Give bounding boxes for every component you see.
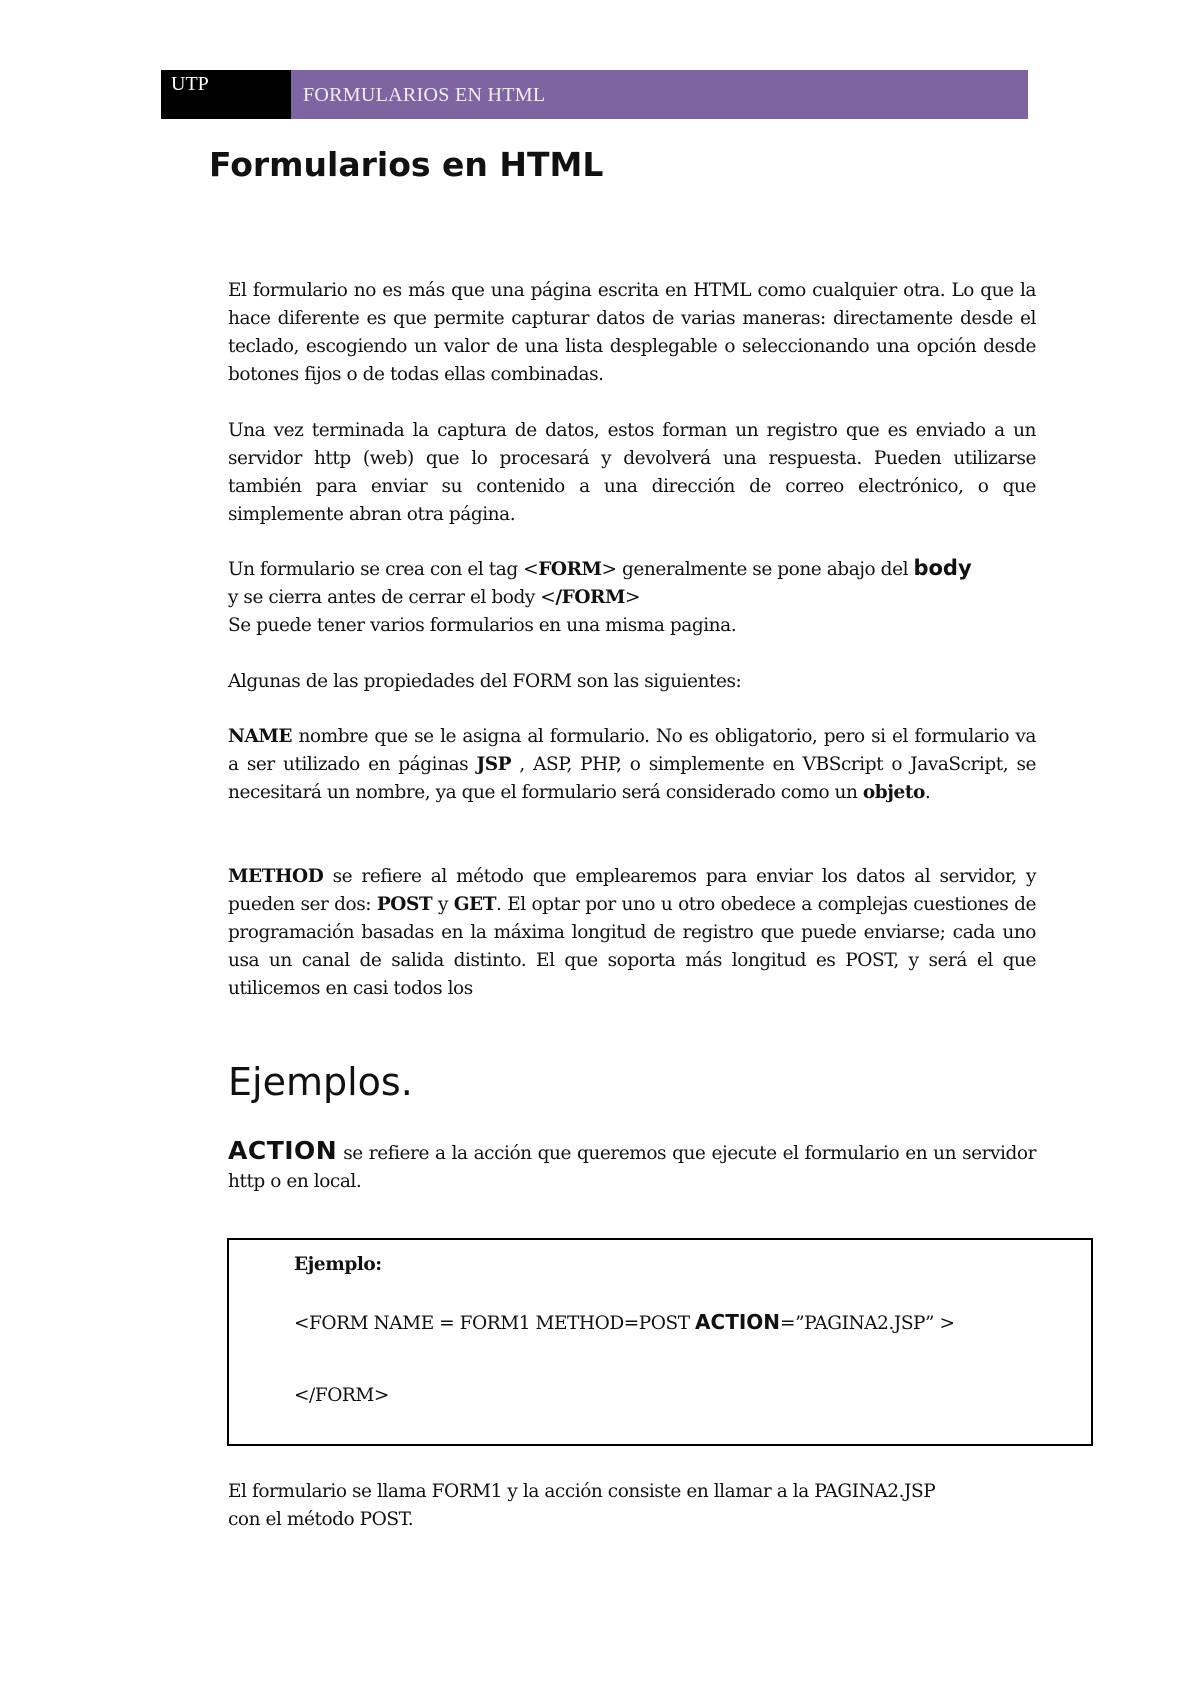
- paragraph-intro: El formulario no es más que una página escrita en HTML como cualquier otra. Lo que la hace diferente es que permite capturar datos de varias maneras: directamente desde el teclado, escogiendo un valor de una lista desplegable o seleccionando una opción desde botones fijos o de todas ellas combinadas.: [228, 280, 1036, 385]
- name-term: NAME: [228, 726, 293, 747]
- method-term: METHOD: [228, 866, 324, 887]
- get-term: GET: [453, 894, 497, 915]
- paragraph-name-property: NAME nombre que se le asigna al formulario. No es obligatorio, pero si el formulario va a ser utilizado en páginas JSP , ASP, PHP, o simplemente en VBScript o JavaScript, se necesitará un nombre, ya que el formulario será considerado como un objeto.: [228, 726, 1037, 803]
- paragraph-properties-intro: Algunas de las propiedades del FORM son las siguientes:: [228, 671, 742, 692]
- paragraph-form-tag: [228, 554, 1036, 640]
- header-title: FORMULARIOS EN HTML: [291, 70, 1028, 119]
- example-action-keyword: ACTION: [695, 1310, 781, 1334]
- example-heading: Ejemplo:: [294, 1254, 382, 1275]
- section-title-ejemplos: Ejemplos.: [228, 1060, 413, 1104]
- action-term: ACTION: [228, 1136, 338, 1165]
- post-term: POST: [376, 894, 433, 915]
- example-close-tag: </FORM>: [294, 1385, 389, 1406]
- header-utp-label: UTP: [161, 70, 291, 119]
- form-tag-line-1: Un formulario se crea con el tag <FORM> generalmente se pone abajo del body: [228, 556, 972, 580]
- objeto-term: objeto: [862, 782, 925, 803]
- header-bar: [161, 70, 1028, 119]
- example-code-line: <FORM NAME = FORM1 METHOD=POST ACTION=”PAGINA2.JSP” >: [294, 1310, 955, 1334]
- example-box: [227, 1238, 1093, 1446]
- paragraph-capture: Una vez terminada la captura de datos, estos forman un registro que es enviado a un servidor http (web) que lo procesará y devolverá una respuesta. Pueden utilizarse también para enviar su contenido a una dirección de correo electrónico, o que simplemente abran otra página.: [228, 420, 1036, 525]
- paragraph-method-property: METHOD se refiere al método que emplearemos para enviar los datos al servidor, y pueden ser dos: POST y GET. El optar por uno u otro obedece a complejas cuestiones de programación basadas en la máxima longitud de registro que puede enviarse; cada uno usa un canal de salida distinto. El que soporta más longitud es POST, y será el que utilicemos en casi todos los: [228, 866, 1036, 999]
- form-tag-line-2: y se cierra antes de cerrar el body </FORM>: [228, 587, 641, 608]
- body-keyword: body: [913, 556, 972, 580]
- form-tag-keyword: FORM: [538, 559, 602, 580]
- jsp-term: JSP: [476, 754, 512, 775]
- page-title: Formularios en HTML: [209, 145, 604, 184]
- paragraph-example-explanation: El formulario se llama FORM1 y la acción consiste en llamar a la PAGINA2.JSP con el método POST.: [228, 1481, 936, 1530]
- close-form-tag-keyword: /FORM: [555, 587, 625, 608]
- form-tag-line-3: Se puede tener varios formularios en una misma pagina.: [228, 615, 737, 636]
- paragraph-action-property: ACTION se refiere a la acción que queremos que ejecute el formulario en un servidor http o en local.: [228, 1136, 1036, 1192]
